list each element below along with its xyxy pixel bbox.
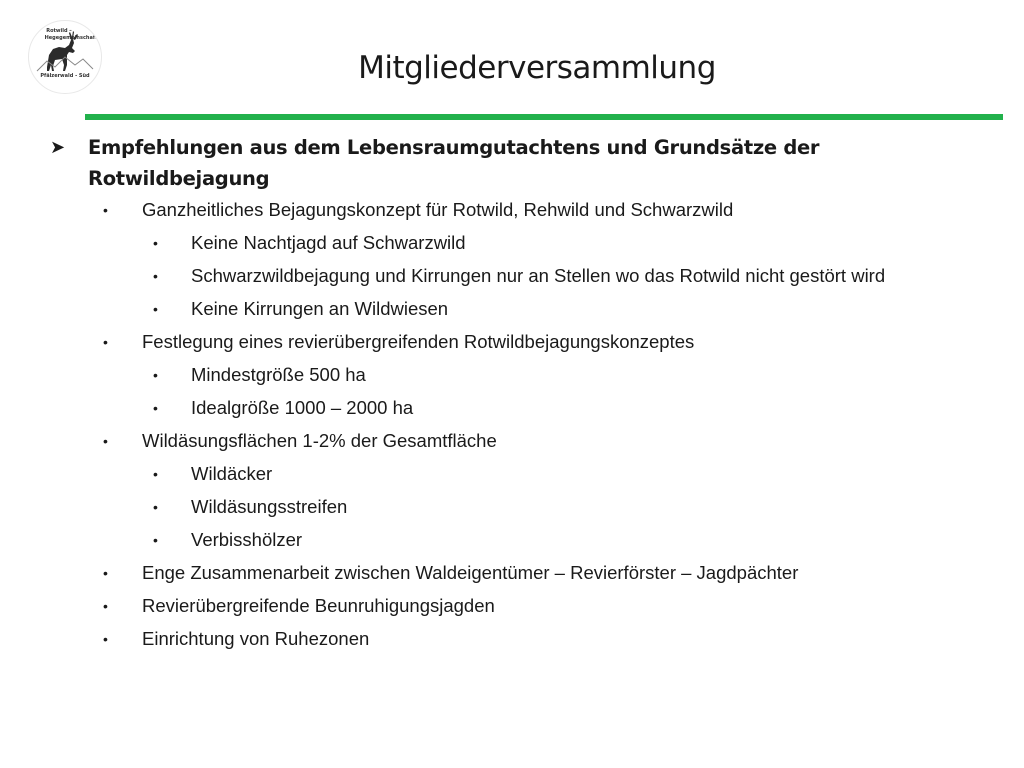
bullet-icon: • [153, 532, 158, 548]
bullet-icon: • [103, 202, 108, 218]
list-item [50, 429, 1000, 453]
sub-list-item [50, 264, 1000, 288]
list-item-text: Wildäsungsflächen 1-2% der Gesamtfläche [142, 430, 497, 451]
list-item-text: Verbisshölzer [191, 529, 303, 550]
list-item-text: Idealgröße 1000 – 2000 ha [191, 397, 414, 418]
logo-text-line3: Pfälzerwald - Süd [40, 73, 90, 79]
sub-list-item [50, 297, 1000, 321]
slide-content [50, 132, 1000, 660]
list-item-text: Schwarzwildbejagung und Kirrungen nur an Stellen wo das Rotwild nicht gestört wird [191, 265, 886, 286]
bullet-icon: • [103, 433, 108, 449]
section-heading [50, 132, 1000, 194]
bullet-icon: • [153, 268, 158, 284]
list-item-text: Wildäcker [191, 463, 273, 484]
bullet-icon: • [153, 400, 158, 416]
bullet-icon: • [153, 466, 158, 482]
bullet-icon: • [103, 598, 108, 614]
bullet-icon: • [103, 565, 108, 581]
list-item [50, 198, 1000, 222]
list-item [50, 627, 1000, 651]
logo-text-line2: Hegegemeinschaft [44, 35, 98, 41]
sub-list-item [50, 396, 1000, 420]
list-item-text: Revierübergreifende Beunruhigungsjagden [142, 595, 495, 616]
list-item-text: Keine Nachtjagd auf Schwarzwild [191, 232, 466, 253]
bullet-list [50, 198, 1000, 651]
slide-title: Mitgliederversammlung [358, 50, 716, 86]
bullet-icon: • [153, 235, 158, 251]
list-item-text: Enge Zusammenarbeit zwischen Waldeigentümer – Revierförster – Jagdpächter [142, 562, 799, 583]
section-heading-text: Empfehlungen aus dem Lebensraumgutachtens und Grundsätze der Rotwildbejagung [88, 136, 820, 190]
list-item-text: Keine Kirrungen an Wildwiesen [191, 298, 449, 319]
bullet-icon: • [153, 301, 158, 317]
bullet-icon: • [103, 631, 108, 647]
title-divider [85, 114, 1003, 120]
list-item [50, 594, 1000, 618]
bullet-icon: • [103, 334, 108, 350]
list-item-text: Einrichtung von Ruhezonen [142, 628, 370, 649]
list-item [50, 561, 1000, 585]
sub-list-item [50, 231, 1000, 255]
list-item-text: Ganzheitliches Bejagungskonzept für Rotwild, Rehwild und Schwarzwild [142, 199, 734, 220]
sub-list-item [50, 363, 1000, 387]
sub-list-item [50, 495, 1000, 519]
list-item-text: Festlegung eines revierübergreifenden Rotwildbejagungskonzeptes [142, 331, 695, 352]
bullet-icon: • [153, 367, 158, 383]
arrow-bullet-icon: ➤ [50, 137, 65, 158]
list-item-text: Mindestgröße 500 ha [191, 364, 366, 385]
list-item-text: Wildäsungsstreifen [191, 496, 348, 517]
bullet-icon: • [153, 499, 158, 515]
sub-list-item [50, 462, 1000, 486]
list-item [50, 330, 1000, 354]
logo-text-line1: Rotwild – [46, 28, 72, 34]
sub-list-item [50, 528, 1000, 552]
